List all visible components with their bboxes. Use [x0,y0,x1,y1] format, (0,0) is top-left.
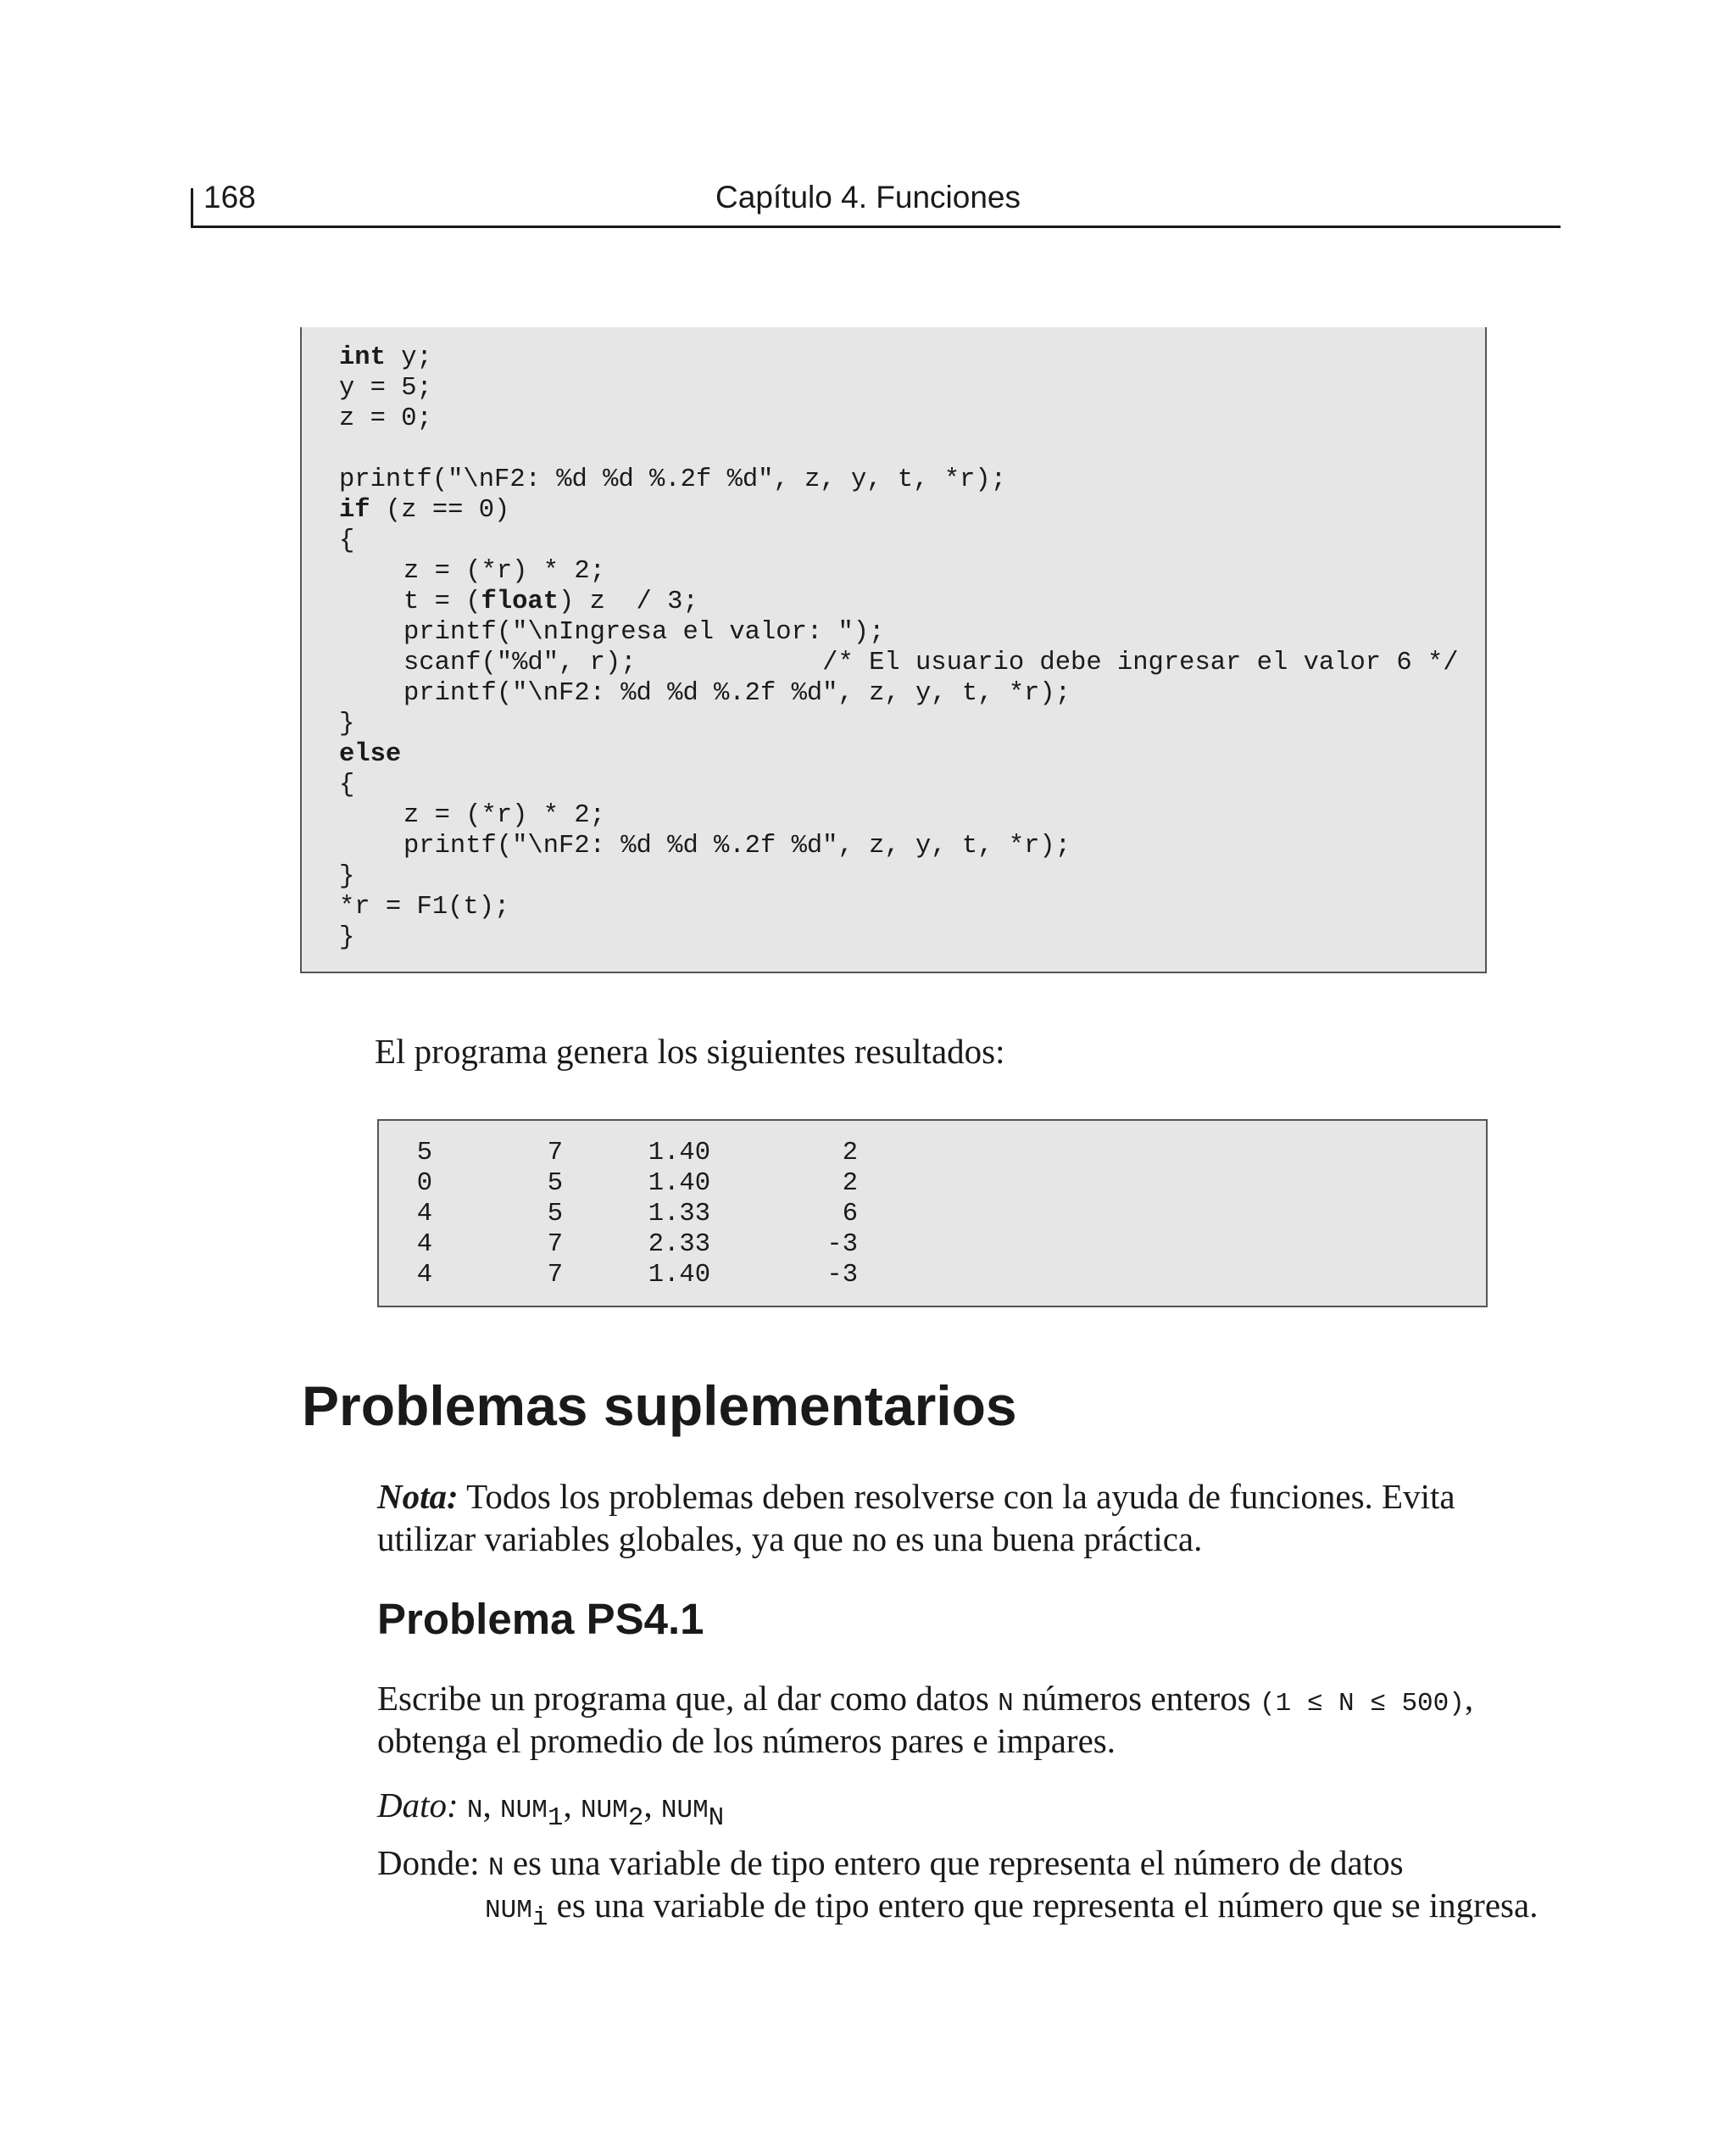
code-text: printf("\nF2: %d %d %.2f %d", z, y, t, *r); [339,465,1007,494]
dato-n: N [466,1796,483,1825]
nota-paragraph [377,1475,1455,1518]
code-text: scanf("%d", r); /* El usuario debe ingresar el valor 6 */ [403,649,1459,677]
dato-num1: NUM [500,1796,548,1825]
output-cell: 6 [842,1200,858,1228]
code-keyword: float [481,588,559,616]
code-line [339,922,354,953]
dato-sub1: 1 [547,1803,564,1834]
code-text: } [339,862,355,891]
code-line [403,587,698,617]
problem-range: (1 ≤ N ≤ 500) [1260,1689,1465,1719]
code-text: printf("\nIngresa el valor: "); [403,618,885,647]
output-cell: 5 [547,1200,563,1228]
code-text: { [339,771,355,799]
code-line [339,404,432,434]
output-cell: 0 [416,1169,432,1198]
problem-line2: obtenga el promedio de los números pares e impares. [377,1721,1116,1760]
output-cell: 7 [547,1139,563,1167]
output-cell: 2 [842,1139,858,1167]
output-cell: 4 [416,1200,432,1228]
code-line [403,831,1071,861]
code-text: printf("\nF2: %d %d %.2f %d", z, y, t, *r); [403,679,1071,708]
code-line [403,678,1071,709]
code-text: y; [385,343,432,372]
donde-var1: N [487,1853,504,1883]
output-cell: 1.40 [648,1169,710,1198]
results-intro: El programa genera los siguientes resultados: [375,1032,1005,1071]
code-line [339,526,354,556]
output-cell: 1.33 [648,1200,710,1228]
chapter-title: Capítulo 4. Funciones [715,180,1021,214]
code-line [403,800,605,831]
code-text: y = 5; [339,374,432,403]
code-text: z = (*r) * 2; [403,557,605,586]
code-text: ) z / 3; [559,588,698,616]
output-cell: 2 [842,1169,858,1198]
dato-line: Dato: N, $NUM_1$, $NUM_2$, $NUM_N$ [377,1786,725,1834]
output-cell: 2.33 [648,1230,710,1259]
output-cell: 7 [547,1230,563,1259]
output-cell: 5 [416,1139,432,1167]
code-text: t = ( [403,588,481,616]
code-keyword: int [339,343,386,372]
code-keyword: else [339,740,402,769]
header-rule [191,226,1561,228]
code-line [403,648,1459,678]
code-keyword: if [339,496,370,525]
problem-line1 [377,1677,1473,1725]
code-text: { [339,526,355,555]
output-cell: 1.40 [648,1261,710,1290]
code-line [339,709,354,739]
donde-line2 [485,1884,1538,1940]
output-cell: -3 [826,1230,858,1259]
dato-sub2: 2 [627,1803,644,1834]
output-cell: 4 [416,1230,432,1259]
output-cell: 1.40 [648,1139,710,1167]
problem-text-a: Escribe un programa que, al dar como datos [377,1679,999,1718]
nota-line2: utilizar variables globales, ya que no es una buena práctica. [377,1519,1203,1558]
dato-numn: NUM [660,1796,709,1825]
donde-var2-sub: i [531,1903,548,1934]
problem-title: Problema PS4.1 [377,1595,704,1643]
code-line [339,495,509,526]
dato-subn: N [708,1803,725,1834]
donde-label: Donde: [377,1843,480,1882]
nota-line1: Todos los problemas deben resolverse con la ayuda de funciones. Evita [458,1477,1455,1516]
code-text: z = 0; [339,404,432,433]
problem-comma: , [1464,1679,1474,1718]
problem-var-n: N [998,1689,1014,1719]
code-line [403,556,605,587]
donde-var2: NUM [485,1896,532,1925]
output-cell: 4 [416,1261,432,1290]
code-line [339,739,401,770]
code-line [339,770,354,800]
donde-text1: es una variable de tipo entero que representa el número de datos [504,1843,1404,1882]
dato-label: Dato: [377,1786,459,1825]
code-text: } [339,923,355,952]
dato-num2: NUM [580,1796,628,1825]
output-cell: 5 [547,1169,563,1198]
section-title: Problemas suplementarios [302,1374,1017,1437]
code-text: z = (*r) * 2; [403,801,605,830]
code-line [403,617,884,648]
donde-text2: es una variable de tipo entero que representa el número que se ingresa. [548,1886,1538,1925]
output-cell: 7 [547,1261,563,1290]
donde-line1 [377,1841,1404,1890]
nota-label: Nota: [377,1477,459,1516]
page-number: 168 [203,180,256,214]
code-text: printf("\nF2: %d %d %.2f %d", z, y, t, *r); [403,832,1071,861]
code-line [339,892,509,922]
code-line [339,373,432,404]
output-cell: -3 [826,1261,858,1290]
code-line [339,861,354,892]
code-line [339,343,432,373]
problem-text-c: números enteros [1013,1679,1260,1718]
code-text: } [339,710,355,738]
code-text: (z == 0) [370,496,510,525]
code-line [339,465,1006,495]
code-text: *r = F1(t); [339,893,510,922]
